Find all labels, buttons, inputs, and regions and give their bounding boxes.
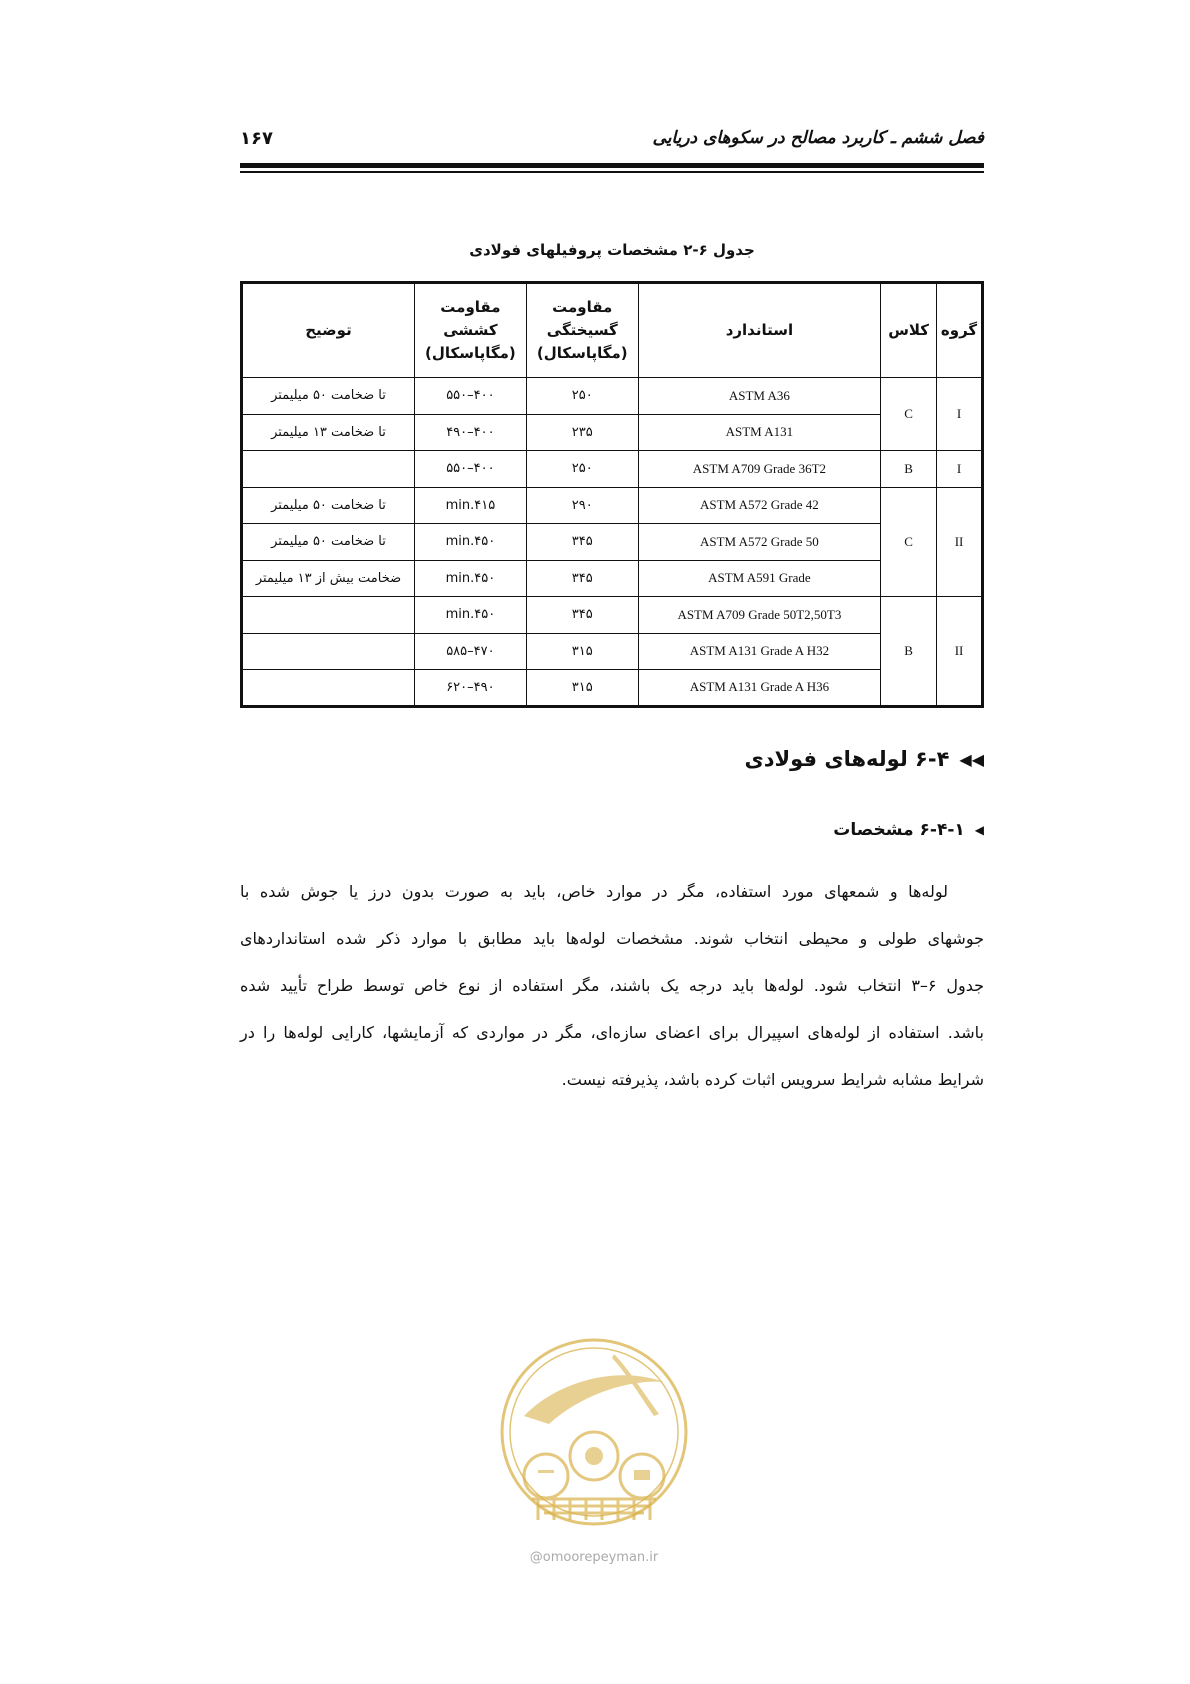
table-row [242, 524, 983, 561]
cell-yield: ۳۴۵ [526, 524, 638, 561]
header-tensile-line1: مقاومت کششی [440, 297, 501, 339]
cell-tensile: ۴۰۰–۵۵۰ [414, 378, 526, 415]
cell-note: تا ضخامت ۵۰ میلیمتر [242, 378, 415, 415]
header-tensile-strength [414, 283, 526, 378]
header-yield-strength [526, 283, 638, 378]
triangle-left-icon: ◀ [974, 823, 984, 837]
cell-standard: ASTM A709 Grade 50T2,50T3 [638, 597, 880, 634]
cell-yield: ۳۴۵ [526, 560, 638, 597]
table-row [242, 451, 983, 488]
cell-tensile: min.۴۵۰ [414, 524, 526, 561]
cell-tensile: min.۴۱۵ [414, 487, 526, 524]
paragraph-line: شرایط مشابه شرایط سرویس اثبات کرده باشد، پذیرفته نیست. [561, 1070, 984, 1089]
cell-group: I [937, 378, 983, 451]
cell-standard: ASTM A591 Grade [638, 560, 880, 597]
table-row [242, 378, 983, 415]
cell-group: II [937, 487, 983, 597]
cell-yield: ۲۹۰ [526, 487, 638, 524]
table-row [242, 670, 983, 707]
steel-profiles-table [240, 281, 984, 708]
chapter-title: فصل ششم ـ کاربرد مصالح در سکوهای دریایی [652, 128, 984, 148]
section-heading [744, 747, 984, 771]
paragraph-line: باشد. استفاده از لوله‌های اسپیرال برای اعضای سازه‌ای، مگر در مواردی که آزمایشها، کارایی لوله‌ها را در [240, 1023, 984, 1042]
table-header-row [242, 283, 983, 378]
table-row [242, 597, 983, 634]
header-divider-thin [240, 171, 984, 173]
cell-note: تا ضخامت ۱۳ میلیمتر [242, 414, 415, 451]
header-standard: استاندارد [638, 283, 880, 378]
cell-standard: ASTM A36 [638, 378, 880, 415]
table-row [242, 414, 983, 451]
paragraph-line: جوشهای طولی و محیطی انتخاب شوند. مشخصات لوله‌ها باید مطابق با موارد ذکر شده استانداردهای [240, 929, 984, 948]
cell-group: I [937, 451, 983, 488]
cell-note [242, 597, 415, 634]
cell-note: ضخامت بیش از ۱۳ میلیمتر [242, 560, 415, 597]
cell-yield: ۲۳۵ [526, 414, 638, 451]
cell-group: II [937, 597, 983, 707]
cell-note [242, 670, 415, 707]
cell-tensile: ۴۰۰–۵۵۰ [414, 451, 526, 488]
cell-yield: ۳۱۵ [526, 633, 638, 670]
cell-tensile: ۴۷۰–۵۸۵ [414, 633, 526, 670]
subsection-heading-text: ۶-۴-۱ مشخصات [833, 820, 965, 840]
cell-tensile: ۴۰۰–۴۹۰ [414, 414, 526, 451]
table-row [242, 633, 983, 670]
cell-class: C [881, 378, 937, 451]
cell-note [242, 633, 415, 670]
cell-tensile: min.۴۵۰ [414, 597, 526, 634]
cell-standard: ASTM A131 [638, 414, 880, 451]
cell-note [242, 451, 415, 488]
cell-yield: ۳۱۵ [526, 670, 638, 707]
page-header [240, 128, 984, 158]
header-yield-line1: مقاومت [552, 297, 613, 316]
table-caption: جدول ۶-۲ مشخصات پروفیلهای فولادی [469, 241, 755, 259]
cell-tensile: min.۴۵۰ [414, 560, 526, 597]
watermark-logo [494, 1324, 694, 1572]
double-chevron-left-icon: ◀◀ [959, 749, 984, 769]
subsection-heading [833, 820, 984, 840]
table-row [242, 560, 983, 597]
cell-class: C [881, 487, 937, 597]
cell-standard: ASTM A131 Grade A H36 [638, 670, 880, 707]
header-yield-line3: (مگاپاسکال) [536, 344, 628, 363]
cell-tensile: ۴۹۰–۶۲۰ [414, 670, 526, 707]
cell-yield: ۳۴۵ [526, 597, 638, 634]
header-note: توضیح [242, 283, 415, 378]
header-yield-line2: گسیختگی [546, 320, 618, 339]
watermark-url: @omoorepeyman.ir [529, 1550, 659, 1565]
table-row [242, 487, 983, 524]
cell-class: B [881, 597, 937, 707]
cell-note: تا ضخامت ۵۰ میلیمتر [242, 487, 415, 524]
cell-class: B [881, 451, 937, 488]
header-group: گروه [937, 283, 983, 378]
cell-standard: ASTM A572 Grade 50 [638, 524, 880, 561]
paragraph-line: لوله‌ها و شمعهای مورد استفاده، مگر در موارد خاص، باید به صورت بدون درز یا جوش شده با [240, 882, 948, 901]
header-class: کلاس [881, 283, 937, 378]
cell-yield: ۲۵۰ [526, 378, 638, 415]
header-divider-thick [240, 163, 984, 168]
section-heading-text: ۶-۴ لوله‌های فولادی [744, 747, 950, 771]
cell-note: تا ضخامت ۵۰ میلیمتر [242, 524, 415, 561]
cell-yield: ۲۵۰ [526, 451, 638, 488]
body-paragraph [240, 868, 984, 1103]
cell-standard: ASTM A131 Grade A H32 [638, 633, 880, 670]
header-tensile-line2: (مگاپاسکال) [425, 344, 516, 363]
cell-standard: ASTM A572 Grade 42 [638, 487, 880, 524]
cell-standard: ASTM A709 Grade 36T2 [638, 451, 880, 488]
page-number: ۱۶۷ [240, 128, 273, 149]
paragraph-line: جدول ۶–۳ انتخاب شود. لوله‌ها باید درجه یک باشند، مگر استفاده از نوع خاص توسط طراح تأیید شده [240, 976, 984, 995]
